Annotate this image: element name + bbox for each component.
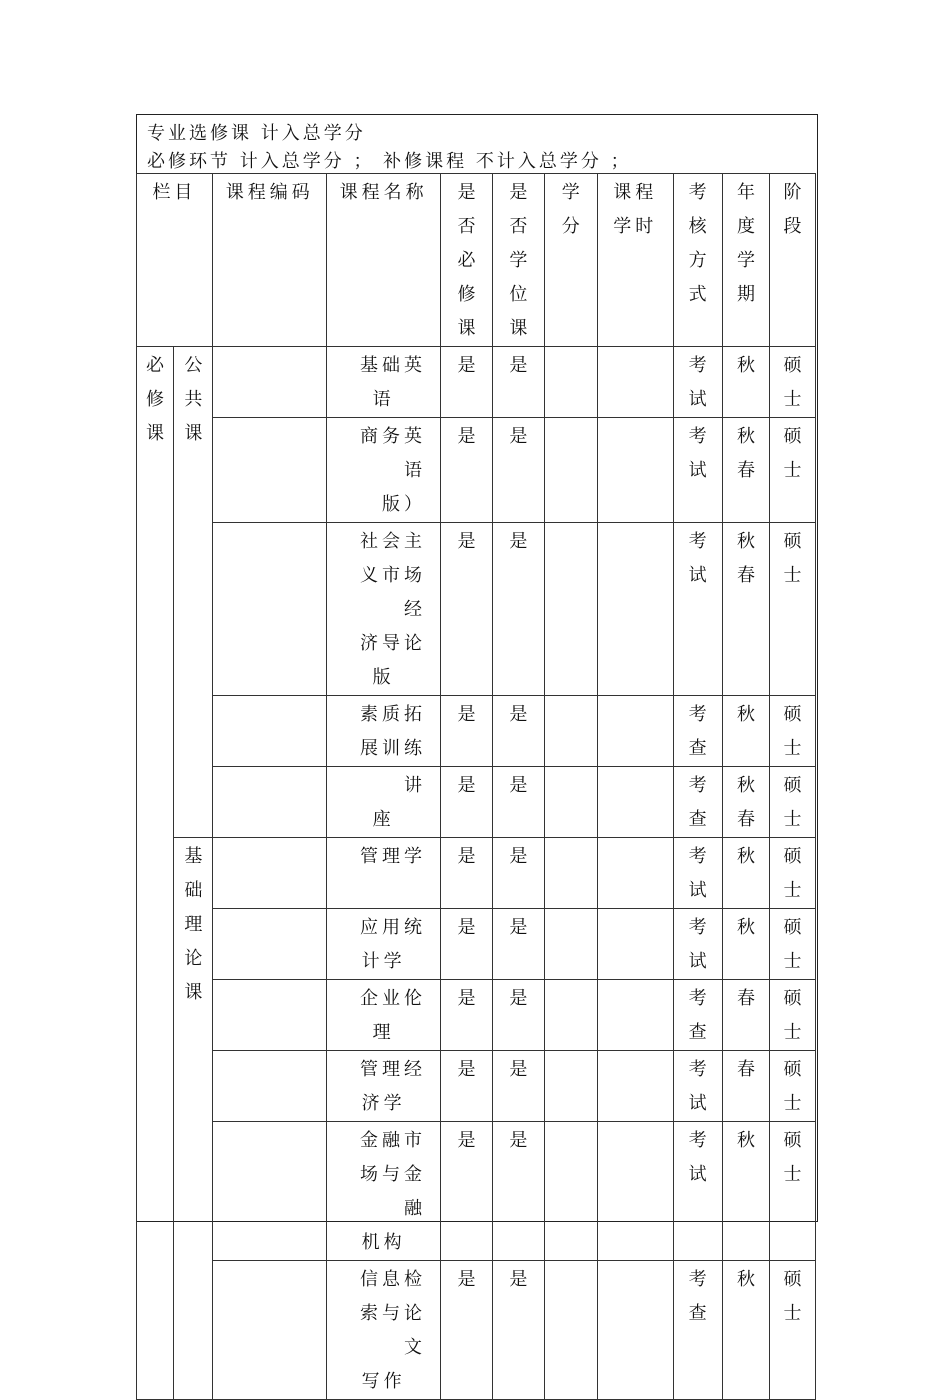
degree-cell: 是 [492, 523, 544, 696]
degree-cell: 是 [492, 909, 544, 980]
course-code-cell [213, 1261, 327, 1400]
assessment-cell-text: 考试 [688, 1059, 707, 1114]
assessment-cell-text: 考试 [688, 355, 707, 410]
course-code-cell [213, 980, 327, 1051]
stage-cell [770, 1261, 815, 1400]
course-code-cell [213, 347, 327, 418]
required-cell: 是 [441, 523, 493, 696]
required-cell: 是 [441, 347, 493, 418]
table-row [136, 1261, 815, 1400]
hours-cell [597, 838, 673, 909]
course-code-cell [213, 838, 327, 909]
hours-cell [597, 1122, 673, 1261]
assessment-cell [673, 909, 722, 980]
assessment-cell [673, 838, 722, 909]
stage-cell-text: 硕士 [783, 531, 802, 586]
header-code: 课程编码 [213, 174, 327, 347]
term-cell [722, 980, 770, 1051]
table-row [136, 523, 815, 696]
credit-cell [544, 523, 597, 696]
degree-cell: 是 [492, 1051, 544, 1122]
table-row [136, 347, 815, 418]
assessment-cell [673, 418, 722, 523]
term-cell-text: 秋 [737, 846, 756, 867]
header-degree: 是否学位课 [492, 174, 544, 347]
header-name: 课程名称 [327, 174, 441, 347]
term-cell-text: 秋春 [737, 426, 756, 481]
term-cell [722, 767, 770, 838]
course-code-cell [213, 696, 327, 767]
stage-cell-text: 硕士 [783, 355, 802, 410]
course-code-cell [213, 523, 327, 696]
header-category: 栏目 [136, 174, 213, 347]
assessment-cell-text: 考查 [688, 775, 707, 830]
assessment-cell [673, 696, 722, 767]
table-row [136, 980, 815, 1051]
stage-cell-text: 硕士 [783, 426, 802, 481]
table-row [136, 767, 815, 838]
required-cell: 是 [441, 767, 493, 838]
degree-cell: 是 [492, 418, 544, 523]
course-name-cell: 应用统 计学 [327, 909, 441, 980]
course-name-cell: 管理经 济学 [327, 1051, 441, 1122]
hours-cell [597, 523, 673, 696]
assessment-cell-text: 考试 [688, 846, 707, 901]
stage-cell [770, 909, 815, 980]
assessment-cell-text: 考试 [688, 426, 707, 481]
credit-cell [544, 418, 597, 523]
table-row [136, 1122, 815, 1261]
assessment-cell-text: 考查 [688, 1269, 707, 1324]
table-row [136, 696, 815, 767]
term-cell [722, 347, 770, 418]
degree-cell: 是 [492, 347, 544, 418]
credit-cell [544, 767, 597, 838]
course-name-cell: 管理学 [327, 838, 441, 909]
stage-cell [770, 523, 815, 696]
hours-cell [597, 1261, 673, 1400]
required-cell: 是 [441, 1122, 493, 1261]
credit-cell [544, 909, 597, 980]
table-row [136, 418, 815, 523]
stage-cell [770, 838, 815, 909]
assessment-cell-text: 考试 [688, 1130, 707, 1185]
required-cell: 是 [441, 696, 493, 767]
stage-cell [770, 696, 815, 767]
term-cell [722, 1261, 770, 1400]
assessment-cell-text: 考查 [688, 988, 707, 1043]
term-cell [722, 1051, 770, 1122]
term-cell-text: 秋 [737, 1269, 756, 1290]
course-name-cell: 企业伦 理 [327, 980, 441, 1051]
course-code-cell [213, 767, 327, 838]
credit-cell [544, 1122, 597, 1261]
term-cell-text: 秋 [737, 917, 756, 938]
hours-cell [597, 696, 673, 767]
degree-cell: 是 [492, 980, 544, 1051]
category-main-cell [136, 347, 174, 1400]
stage-cell-text: 硕士 [783, 1269, 802, 1324]
course-name-cell: 基础英 语 [327, 347, 441, 418]
stage-cell-text: 硕士 [783, 1059, 802, 1114]
required-cell: 是 [441, 838, 493, 909]
credit-cell [544, 1051, 597, 1122]
group-cell [174, 347, 213, 838]
stage-cell [770, 1051, 815, 1122]
course-name-cell: 社会主 义市场经 济导论 版 [327, 523, 441, 696]
header-hours: 课程学时 [597, 174, 673, 347]
stage-cell [770, 1122, 815, 1261]
note-required-links: 必修环节 计入总学分 ； 补修课程 不计入总学分 ； [147, 151, 632, 172]
header-row [136, 174, 815, 347]
stage-cell-text: 硕士 [783, 846, 802, 901]
course-name-cell: 金融市 场与金融 机构 [327, 1122, 441, 1261]
header-assessment: 考核方式 [673, 174, 722, 347]
degree-cell: 是 [492, 767, 544, 838]
course-name-cell: 信息检 索与论文 写作 [327, 1261, 441, 1400]
term-cell-text: 秋 [737, 355, 756, 376]
term-cell [722, 523, 770, 696]
credit-cell [544, 980, 597, 1051]
term-cell [722, 418, 770, 523]
assessment-cell [673, 347, 722, 418]
hours-cell [597, 1051, 673, 1122]
term-cell-text: 秋 [737, 1130, 756, 1151]
assessment-cell-text: 考查 [688, 704, 707, 759]
stage-cell-text: 硕士 [783, 775, 802, 830]
degree-cell: 是 [492, 1261, 544, 1400]
term-cell-text: 秋春 [737, 775, 756, 830]
term-cell [722, 838, 770, 909]
table-row [136, 838, 815, 909]
course-code-cell [213, 418, 327, 523]
group-label: 公共课 [184, 355, 203, 444]
course-table [136, 173, 816, 1400]
assessment-cell [673, 980, 722, 1051]
course-code-cell [213, 909, 327, 980]
header-required: 是否必修课 [441, 174, 493, 347]
header-credit: 学分 [544, 174, 597, 347]
term-cell-text: 春 [737, 1059, 756, 1080]
stage-cell-text: 硕士 [783, 704, 802, 759]
term-cell [722, 696, 770, 767]
degree-cell: 是 [492, 696, 544, 767]
note-elective: 专业选修课 计入总学分 [147, 123, 366, 144]
hours-cell [597, 347, 673, 418]
hours-cell [597, 767, 673, 838]
hours-cell [597, 418, 673, 523]
assessment-cell [673, 1051, 722, 1122]
required-cell: 是 [441, 1051, 493, 1122]
stage-cell-text: 硕士 [783, 917, 802, 972]
stage-cell-text: 硕士 [783, 988, 802, 1043]
group-cell [174, 838, 213, 1400]
assessment-cell-text: 考试 [688, 917, 707, 972]
term-cell-text: 秋 [737, 704, 756, 725]
table-row [136, 909, 815, 980]
hours-cell [597, 909, 673, 980]
course-code-cell [213, 1122, 327, 1261]
assessment-cell-text: 考试 [688, 531, 707, 586]
term-cell-text: 秋春 [737, 531, 756, 586]
header-stage: 阶段 [770, 174, 815, 347]
category-main-label: 必修课 [145, 355, 164, 444]
course-code-cell [213, 1051, 327, 1122]
required-cell: 是 [441, 909, 493, 980]
stage-cell [770, 418, 815, 523]
header-term: 年度学期 [722, 174, 770, 347]
assessment-cell [673, 1261, 722, 1400]
course-name-cell: 讲 座 [327, 767, 441, 838]
term-cell [722, 1122, 770, 1261]
course-name-cell: 素质拓 展训练 [327, 696, 441, 767]
term-cell-text: 春 [737, 988, 756, 1009]
stage-cell [770, 767, 815, 838]
required-cell: 是 [441, 1261, 493, 1400]
table-row [136, 1051, 815, 1122]
assessment-cell [673, 523, 722, 696]
group-label: 基础理论课 [184, 846, 203, 1003]
stage-cell [770, 980, 815, 1051]
stage-cell [770, 347, 815, 418]
credit-cell [544, 347, 597, 418]
course-plan-sheet [136, 114, 818, 1392]
degree-cell: 是 [492, 838, 544, 909]
required-cell: 是 [441, 980, 493, 1051]
degree-cell: 是 [492, 1122, 544, 1261]
course-name-cell: 商务英 语 版） [327, 418, 441, 523]
required-cell: 是 [441, 418, 493, 523]
assessment-cell [673, 767, 722, 838]
credit-cell [544, 1261, 597, 1400]
credit-cell [544, 696, 597, 767]
hours-cell [597, 980, 673, 1051]
assessment-cell [673, 1122, 722, 1261]
stage-cell-text: 硕士 [783, 1130, 802, 1185]
term-cell [722, 909, 770, 980]
credit-cell [544, 838, 597, 909]
